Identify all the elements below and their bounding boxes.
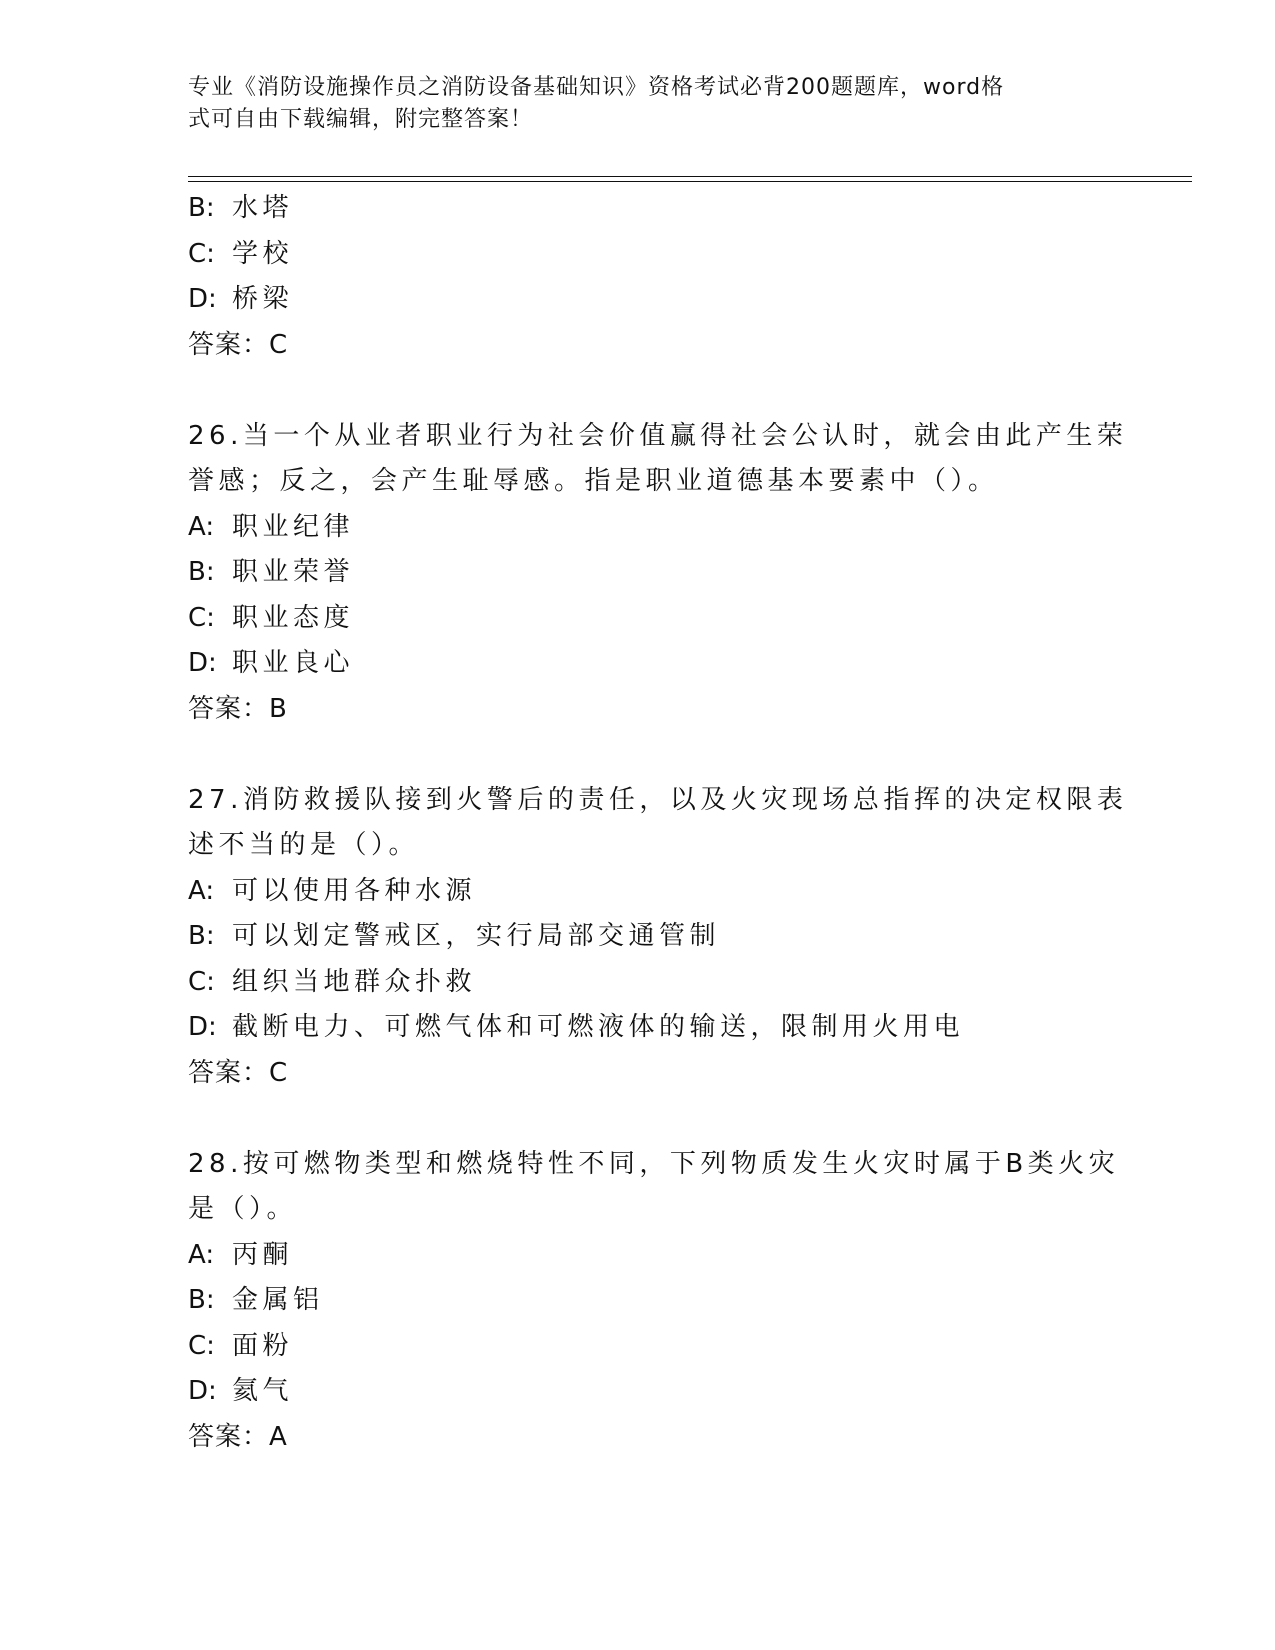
header-line-1: 专业《消防设施操作员之消防设备基础知识》资格考试必背200题题库，word格 — [188, 75, 1005, 100]
spacer — [188, 732, 1088, 778]
question-28 — [188, 1142, 1120, 1461]
question-text-line: 述不当的是（）。 — [188, 830, 420, 860]
option-line — [188, 505, 1088, 551]
question-content — [188, 186, 1128, 1460]
option-line — [188, 186, 1088, 232]
option-line — [188, 550, 1088, 596]
option-text: 职业良心 — [232, 648, 355, 678]
option-text: 学校 — [232, 238, 294, 269]
option-line — [188, 1369, 1088, 1415]
question-text-line: 28.按可燃物类型和燃烧特性不同，下列物质发生火灾时属于B类火灾 — [188, 1148, 1120, 1179]
answer-line: 答案：C — [188, 1057, 289, 1088]
option-key: C: — [188, 1330, 215, 1361]
option-line — [188, 1278, 1088, 1324]
option-key: C: — [188, 602, 215, 633]
spacer — [188, 368, 1088, 414]
option-text: 职业荣誉 — [232, 557, 355, 587]
option-line — [188, 232, 1088, 278]
question-text-line: 26.当一个从业者职业行为社会价值赢得社会公认时，就会由此产生荣 — [188, 420, 1128, 451]
option-line — [188, 1324, 1088, 1370]
previous-question-tail — [188, 186, 1088, 368]
option-key: A: — [188, 1239, 215, 1270]
option-text: 丙酮 — [232, 1239, 294, 1270]
question-27 — [188, 778, 1128, 1097]
answer-line: 答案：B — [188, 693, 288, 724]
option-key: A: — [188, 875, 215, 906]
option-key: A: — [188, 511, 215, 542]
option-line — [188, 596, 1088, 642]
answer-line: 答案：A — [188, 1421, 288, 1452]
option-line — [188, 869, 1088, 915]
header-divider-top — [188, 176, 1192, 177]
option-key: B: — [188, 557, 215, 587]
answer-line: 答案：C — [188, 329, 289, 360]
option-text: 截断电力、可燃气体和可燃液体的输送，限制用火用电 — [232, 1012, 965, 1042]
option-text: 组织当地群众扑救 — [232, 966, 477, 997]
option-line — [188, 914, 1088, 960]
option-key: C: — [188, 966, 215, 997]
document-header — [188, 72, 1068, 136]
option-key: B: — [188, 1285, 215, 1315]
option-key: B: — [188, 921, 215, 951]
header-divider-bottom — [188, 181, 1192, 182]
option-key: D: — [188, 648, 217, 678]
option-text: 桥梁 — [232, 284, 294, 314]
option-key: C: — [188, 238, 215, 269]
question-text-line: 27.消防救援队接到火警后的责任，以及火灾现场总指挥的决定权限表 — [188, 784, 1128, 815]
spacer — [188, 1096, 1088, 1142]
option-text: 水塔 — [232, 193, 294, 223]
option-key: D: — [188, 1376, 217, 1406]
option-text: 金属铝 — [232, 1285, 324, 1315]
question-26 — [188, 414, 1128, 733]
question-text-line: 誉感；反之，会产生耻辱感。指是职业道德基本要素中（）。 — [188, 466, 999, 496]
option-text: 职业纪律 — [232, 511, 355, 542]
option-line — [188, 1233, 1088, 1279]
option-key: D: — [188, 284, 217, 314]
option-line — [188, 1005, 1088, 1051]
option-key: B: — [188, 193, 215, 223]
option-line — [188, 277, 1088, 323]
option-text: 可以划定警戒区，实行局部交通管制 — [232, 921, 721, 951]
option-key: D: — [188, 1012, 217, 1042]
header-line-2: 式可自由下载编辑，附完整答案！ — [188, 107, 534, 132]
option-line — [188, 960, 1088, 1006]
option-text: 职业态度 — [232, 602, 355, 633]
option-text: 面粉 — [232, 1330, 294, 1361]
question-text-line: 是（）。 — [188, 1194, 298, 1224]
option-text: 氦气 — [232, 1376, 294, 1406]
option-text: 可以使用各种水源 — [232, 875, 477, 906]
option-line — [188, 641, 1088, 687]
